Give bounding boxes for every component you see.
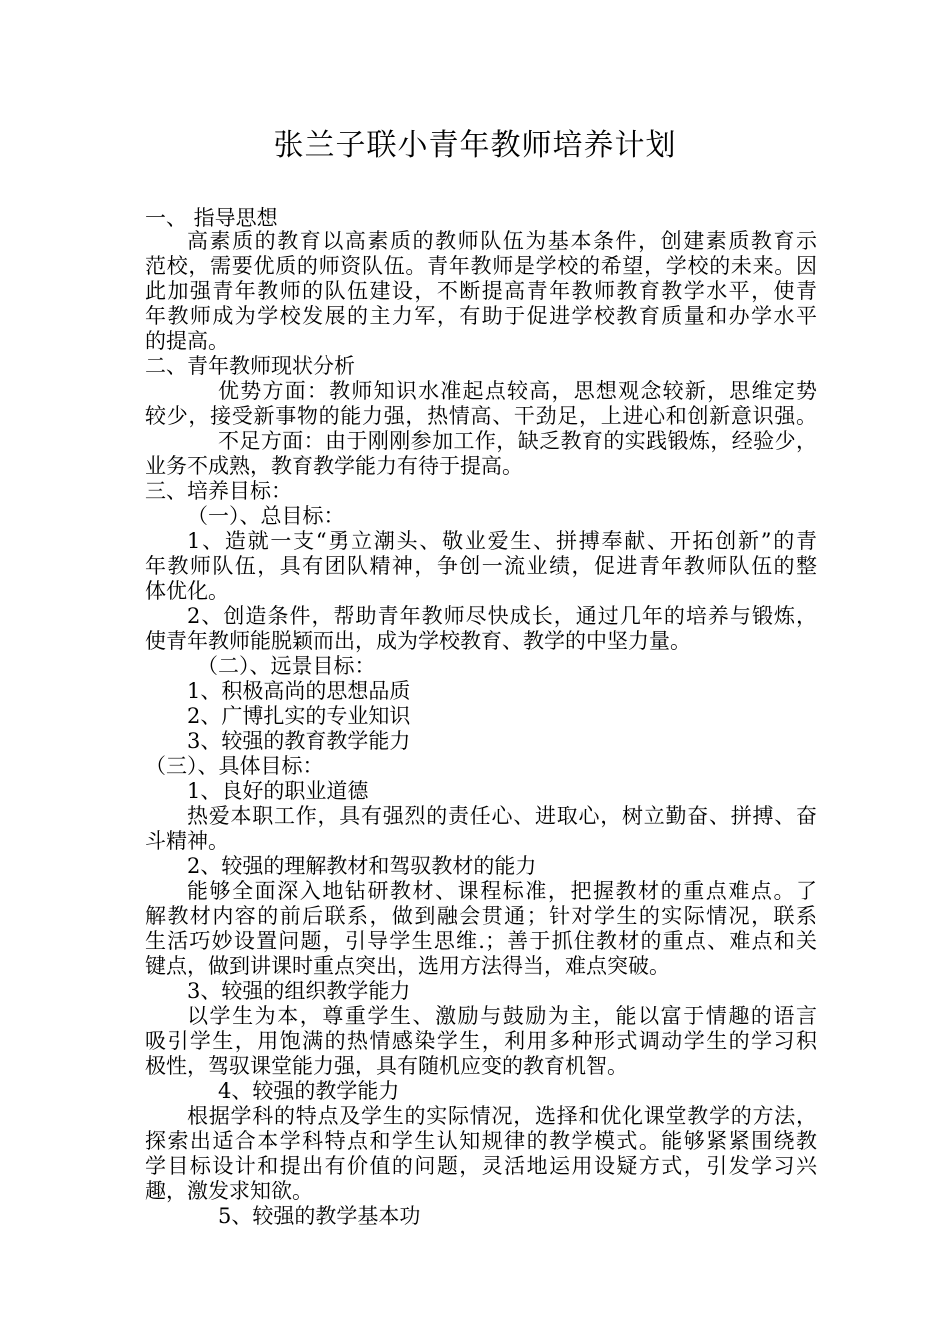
- text-line: 高素质的教育以高素质的教师队伍为基本条件，创建素质教育示: [187, 229, 817, 253]
- text-line: 趣，激发求知欲。: [145, 1179, 313, 1203]
- text-line: 年教师成为学校发展的主力军，有助于促进学校教育质量和办学水平: [145, 304, 817, 328]
- text-line: 2、较强的理解教材和驾驭教材的能力: [187, 854, 537, 878]
- text-line: 热爱本职工作，具有强烈的责任心、进取心，树立勤奋、拼搏、奋: [187, 804, 817, 828]
- text-line: （一）、总目标：: [187, 504, 345, 528]
- text-line: 2、创造条件，帮助青年教师尽快成长，通过几年的培养与锻炼，: [187, 604, 817, 628]
- text-line: 2、广博扎实的专业知识: [187, 704, 411, 728]
- text-line: 解教材内容的前后联系，做到融会贯通；针对学生的实际情况，联系: [145, 904, 817, 928]
- text-line: 此加强青年教师的队伍建设，不断提高青年教师教育教学水平，使青: [145, 279, 817, 303]
- text-line: 根据学科的特点及学生的实际情况，选择和优化课堂教学的方法，: [187, 1104, 817, 1128]
- text-line: 以学生为本，尊重学生、激励与鼓励为主，能以富于情趣的语言: [187, 1004, 817, 1028]
- text-line: 探索出适合本学科特点和学生认知规律的教学模式。能够紧紧围绕教: [145, 1129, 817, 1153]
- text-line: 不足方面：由于刚刚参加工作，缺乏教育的实践锻炼，经验少，: [218, 429, 817, 453]
- text-line: 体优化。: [145, 579, 229, 603]
- text-line: 的提高。: [145, 329, 229, 353]
- text-line: 使青年教师能脱颖而出，成为学校教育、教学的中坚力量。: [145, 629, 691, 653]
- text-line: 生活巧妙设置问题，引导学生思维.；善于抓住教材的重点、难点和关: [145, 929, 817, 953]
- text-line: 优势方面：教师知识水准起点较高，思想观念较新，思维定势: [218, 379, 817, 403]
- text-line: 能够全面深入地钻研教材、课程标准，把握教材的重点难点。了: [187, 879, 817, 903]
- document-title: 张兰子联小青年教师培养计划: [273, 128, 677, 163]
- text-line: 较少，接受新事物的能力强，热情高、干劲足，上进心和创新意识强。: [145, 404, 817, 428]
- text-line: 一、 指导思想: [145, 206, 278, 230]
- text-line: 斗精神。: [145, 829, 229, 853]
- text-line: 3、较强的教育教学能力: [187, 729, 411, 753]
- text-line: （三）、具体目标：: [145, 754, 324, 778]
- text-line: 1、造就一支“勇立潮头、敬业爱生、拼搏奉献、开拓创新”的青: [187, 529, 817, 553]
- text-line: 3、较强的组织教学能力: [187, 979, 411, 1003]
- text-line: （二）、远景目标：: [197, 654, 376, 678]
- text-line: 极性，驾驭课堂能力强，具有随机应变的教育机智。: [145, 1054, 628, 1078]
- text-line: 吸引学生，用饱满的热情感染学生，利用多种形式调动学生的学习积: [145, 1029, 817, 1053]
- text-line: 1、积极高尚的思想品质: [187, 679, 411, 703]
- text-line: 年教师队伍，具有团队精神，争创一流业绩，促进青年教师队伍的整: [145, 554, 817, 578]
- text-line: 5、较强的教学基本功: [218, 1204, 421, 1228]
- text-line: 学目标设计和提出有价值的问题，灵活地运用设疑方式，引发学习兴: [145, 1154, 817, 1178]
- text-line: 范校，需要优质的师资队伍。青年教师是学校的希望，学校的未来。因: [145, 254, 817, 278]
- text-line: 三、培养目标：: [145, 479, 292, 503]
- text-line: 1、良好的职业道德: [187, 779, 369, 803]
- text-line: 键点，做到讲课时重点突出，选用方法得当，难点突破。: [145, 954, 670, 978]
- text-line: 4、较强的教学能力: [218, 1079, 400, 1103]
- text-line: 业务不成熟，教育教学能力有待于提高。: [145, 454, 523, 478]
- text-line: 二、青年教师现状分析: [145, 354, 355, 378]
